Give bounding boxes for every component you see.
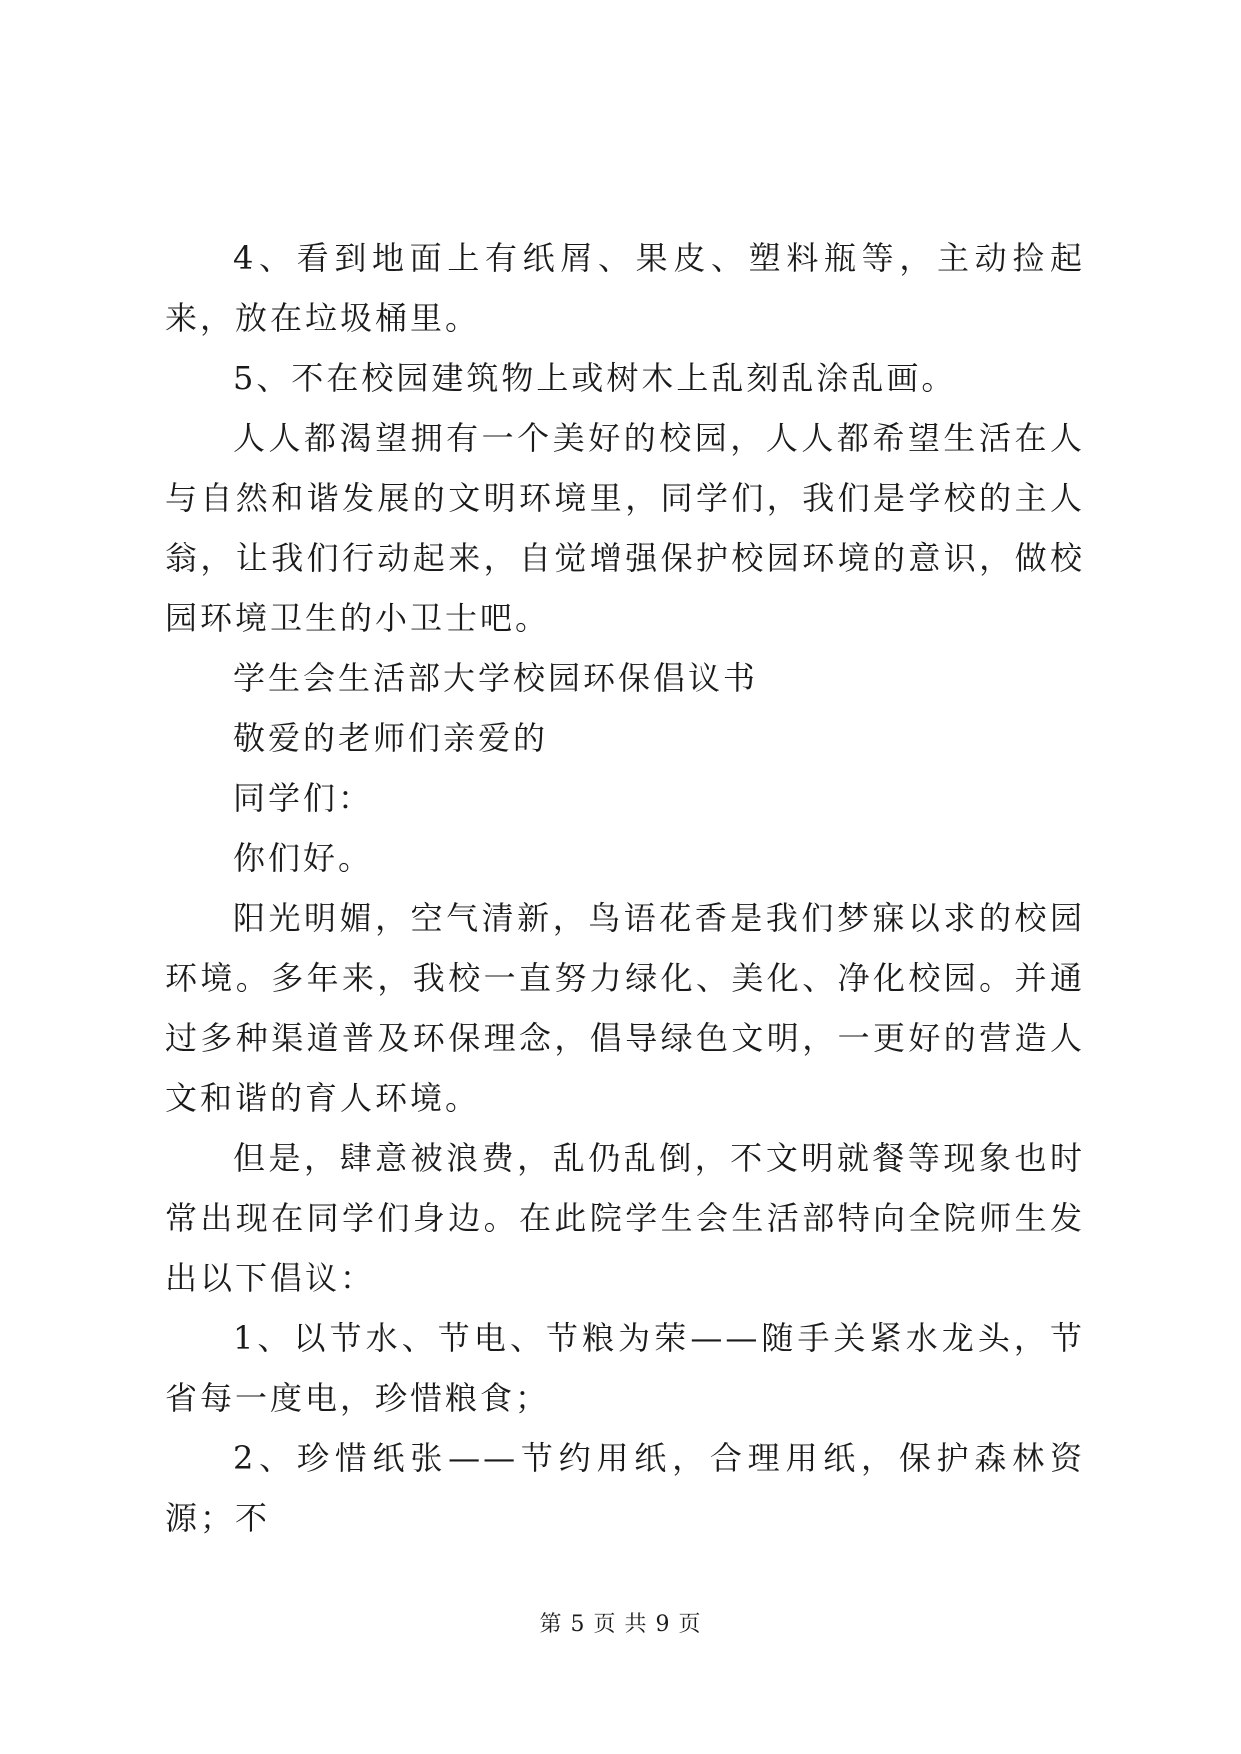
paragraph-problem: 但是，肆意被浪费，乱仍乱倒，不文明就餐等现象也时常出现在同学们身边。在此院学生会生活部特向全院师生发出以下倡议：: [165, 1139, 1085, 1297]
salutation-line-1: 敬爱的老师们亲爱的: [233, 719, 549, 757]
salutation-line-2: 同学们：: [233, 779, 374, 817]
paragraph-item-4: 4、看到地面上有纸屑、果皮、塑料瓶等，主动捡起来，放在垃圾桶里。: [165, 239, 1085, 337]
document-body: [165, 228, 1085, 1548]
proposal-item-1: 1、以节水、节电、节粮为荣——随手关紧水龙头，节省每一度电，珍惜粮食；: [165, 1319, 1085, 1417]
paragraph-item-5: 5、不在校园建筑物上或树木上乱刻乱涂乱画。: [233, 359, 957, 397]
proposal-item-2: 2、珍惜纸张——节约用纸，合理用纸，保护森林资源；不: [165, 1439, 1085, 1537]
paragraph-conclusion: 人人都渴望拥有一个美好的校园，人人都希望生活在人与自然和谐发展的文明环境里，同学们，我们是学校的主人翁，让我们行动起来，自觉增强保护校园环境的意识，做校园环境卫生的小卫士吧。: [165, 419, 1085, 637]
paragraph-intro: 阳光明媚，空气清新，鸟语花香是我们梦寐以求的校园环境。多年来，我校一直努力绿化、美化、净化校园。并通过多种渠道普及环保理念，倡导绿色文明，一更好的营造人文和谐的育人环境。: [165, 899, 1085, 1117]
document-heading: 学生会生活部大学校园环保倡议书: [233, 659, 759, 697]
page-number-footer: 第 5 页 共 9 页: [539, 1612, 702, 1637]
greeting: 你们好。: [233, 839, 374, 877]
